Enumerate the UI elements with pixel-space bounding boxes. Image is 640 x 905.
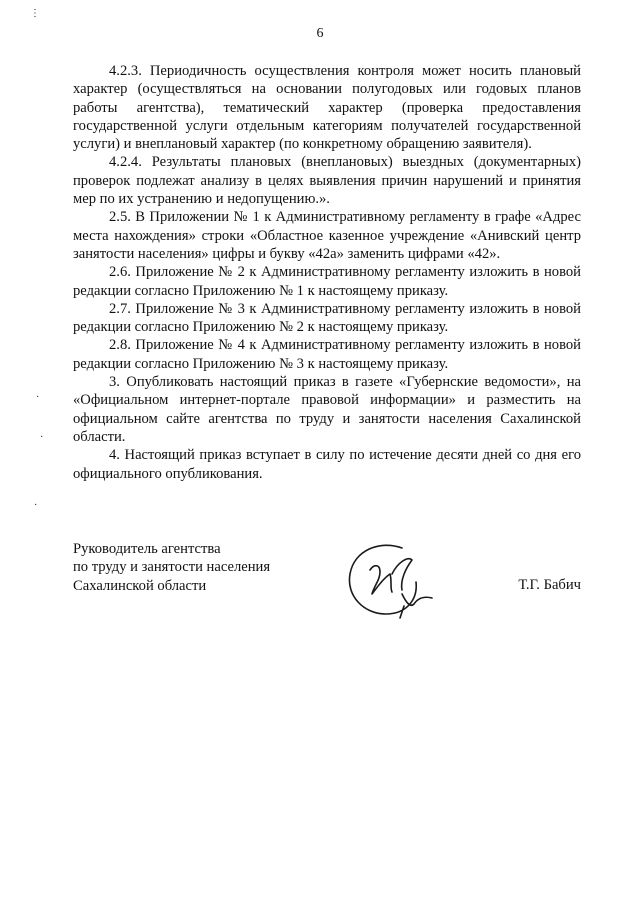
paragraph-2-5: 2.5. В Приложении № 1 к Административному регламенту в графе «Адрес места нахождения» строки «Областное казенное учреждение «Анивский центр занятости населения» цифры и букву «42а» заменить цифрами «42». <box>73 209 581 262</box>
signature-block <box>73 540 581 620</box>
paragraph-3: 3. Опубликовать настоящий приказ в газете «Губернские ведомости», на «Официальном интернет-портале правовой информации» и разместить на официальном сайте агентства по труду и занятости населения Сахалинской области. <box>73 374 581 445</box>
signer-position-line: Руководитель агентства <box>73 541 221 557</box>
scan-speck: ⋮ <box>30 8 40 19</box>
handwritten-signature <box>340 534 450 624</box>
signer-position <box>73 540 270 595</box>
paragraph-2-7: 2.7. Приложение № 3 к Административному регламенту изложить в новой редакции согласно Приложению № 2 к настоящему приказу. <box>73 300 581 336</box>
paragraph-2-6: 2.6. Приложение № 2 к Административному регламенту изложить в новой редакции согласно Приложению № 1 к настоящему приказу. <box>73 264 581 299</box>
scan-speck: · <box>34 500 38 511</box>
paragraph-2-8: 2.8. Приложение № 4 к Административному регламенту изложить в новой редакции согласно Приложению № 3 к настоящему приказу. <box>73 337 581 372</box>
scan-speck: · <box>40 432 44 443</box>
signer-name: Т.Г. Бабич <box>518 577 581 593</box>
signer-position-line: Сахалинской области <box>73 577 207 594</box>
signer-position-line: по труду и занятости населения <box>73 559 271 576</box>
paragraph-4-2-3: 4.2.3. Периодичность осуществления контроля может носить плановый характер (осуществляться на основании полугодовых или годовых планов работы агентства), тематический характер (проверка предоставления государственной услуги отдельным категориям получателей государственной услуги) и внеплановый характер (по конкретному обращению заявителя). <box>73 63 581 153</box>
document-body <box>73 62 581 483</box>
scan-speck: · <box>36 392 40 403</box>
paragraph-4: 4. Настоящий приказ вступает в силу по истечение десяти дней со дня его официального опубликования. <box>73 447 581 482</box>
paragraph-4-2-4: 4.2.4. Результаты плановых (внеплановых) выездных (документарных) проверок подлежат анализу в целях выявления причин нарушений и принятия мер по их устранению и недопущению.». <box>73 154 581 208</box>
page-number: 6 <box>316 26 324 41</box>
